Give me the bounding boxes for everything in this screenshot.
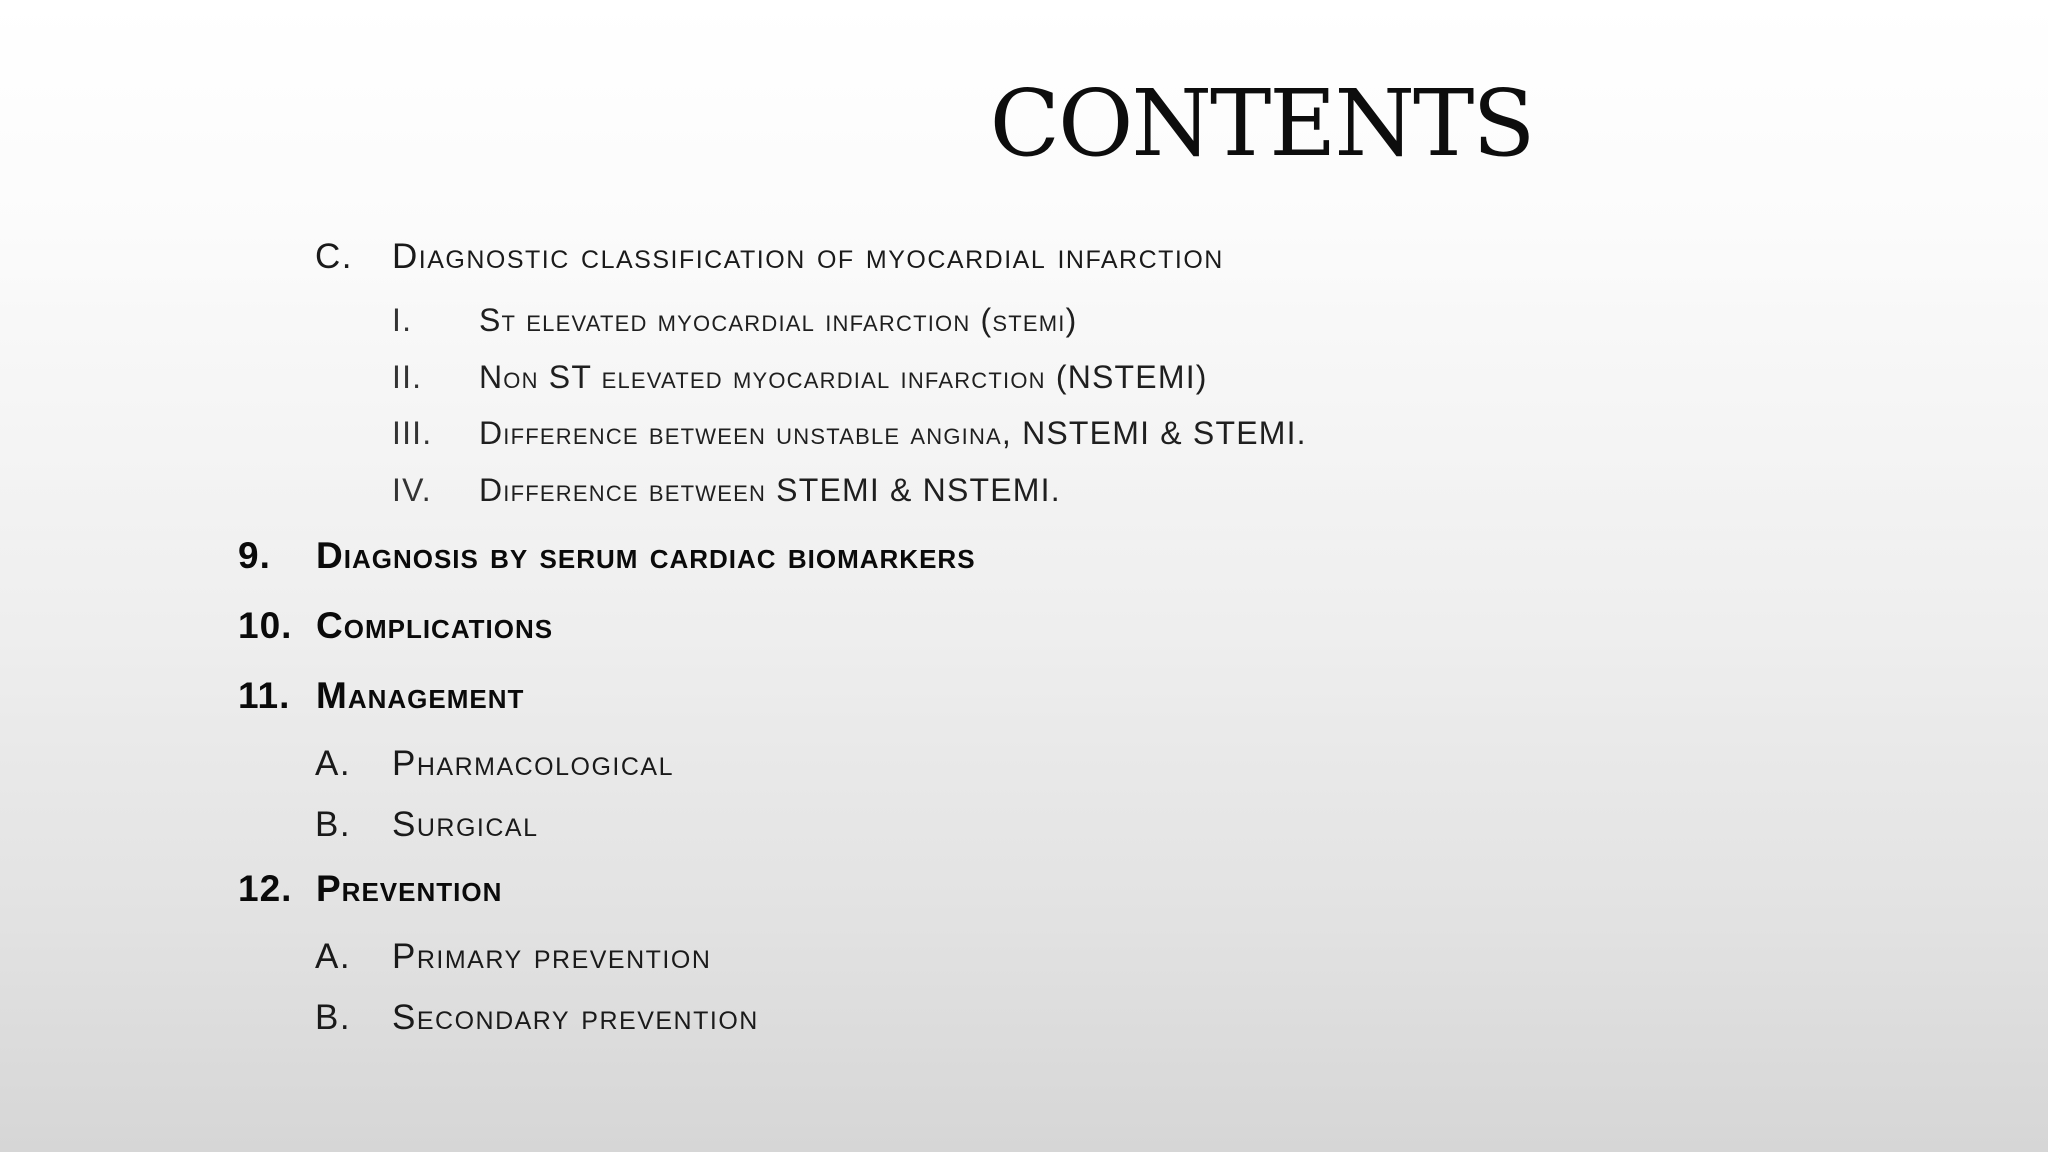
toc-marker: A. bbox=[315, 744, 352, 783]
toc-text: Non ST elevated myocardial infarction (NSTEMI) bbox=[479, 359, 1208, 395]
toc-text: St elevated myocardial infarction (stemi) bbox=[479, 302, 1078, 338]
toc-text: Difference between unstable angina, NSTEMI & STEMI. bbox=[479, 415, 1307, 451]
toc-marker: A. bbox=[315, 937, 352, 976]
toc-text: Primary prevention bbox=[392, 937, 712, 976]
toc-text: Difference between STEMI & NSTEMI. bbox=[479, 472, 1061, 508]
toc-marker: 9. bbox=[238, 535, 271, 576]
toc-marker: II. bbox=[392, 359, 423, 395]
toc-marker: III. bbox=[392, 415, 433, 451]
toc-marker: 11. bbox=[238, 675, 291, 716]
toc-marker: 10. bbox=[238, 605, 293, 646]
toc-marker: 12. bbox=[238, 868, 293, 909]
toc-marker: B. bbox=[315, 998, 352, 1037]
toc-text: Pharmacological bbox=[392, 744, 675, 783]
toc-text: Prevention bbox=[316, 868, 503, 909]
toc-text: Complications bbox=[316, 605, 554, 646]
toc-text: Management bbox=[316, 675, 525, 716]
toc-text: Surgical bbox=[392, 805, 539, 844]
toc-marker: C. bbox=[315, 237, 353, 276]
toc-marker: IV. bbox=[392, 472, 432, 508]
toc-marker: I. bbox=[392, 302, 413, 338]
toc-text: Diagnosis by serum cardiac biomarkers bbox=[316, 535, 976, 576]
toc-text: Diagnostic classification of myocardial infarction bbox=[392, 237, 1224, 276]
toc-text: Secondary prevention bbox=[392, 998, 759, 1037]
toc-marker: B. bbox=[315, 805, 352, 844]
slide-title: CONTENTS bbox=[989, 70, 1534, 177]
